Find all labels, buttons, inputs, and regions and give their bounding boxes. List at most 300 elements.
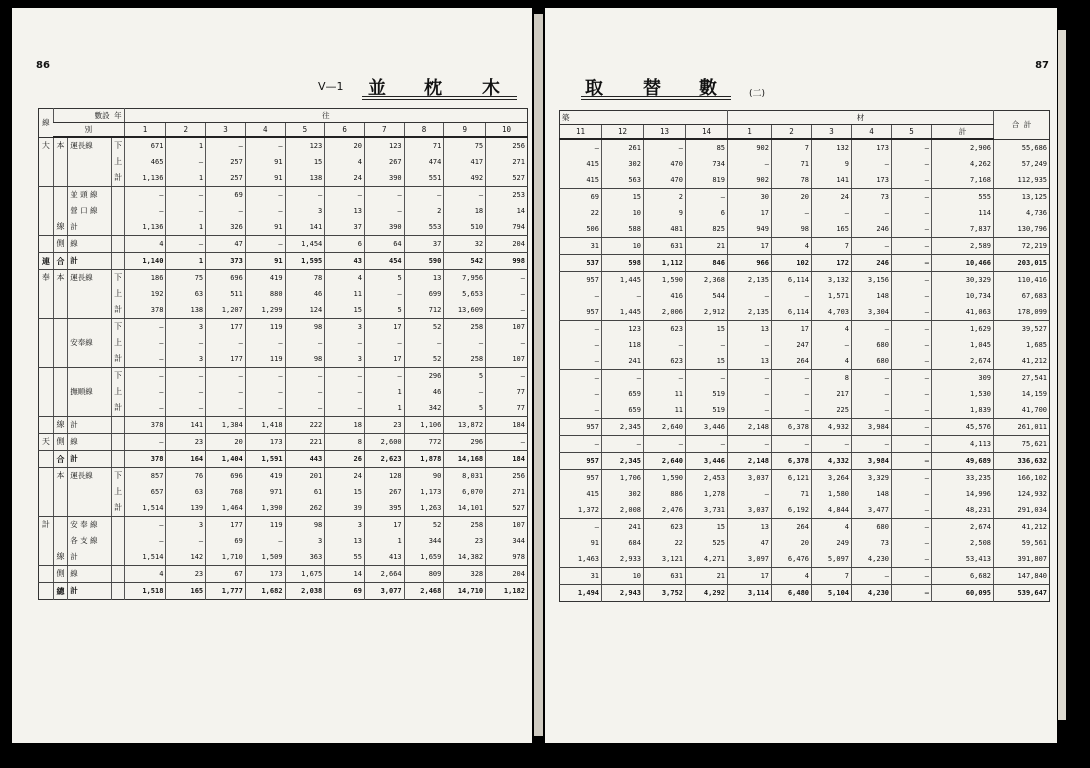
category-label: 本: [53, 137, 68, 154]
table-cell: 326: [206, 219, 246, 236]
category-label: 線: [53, 417, 68, 434]
table-cell: 141: [166, 417, 206, 434]
table-cell: 177: [206, 351, 246, 368]
table-cell: 63: [166, 484, 206, 500]
table-cell: 2,589: [932, 238, 994, 255]
table-cell: 1,571: [812, 288, 852, 304]
table-cell: 3: [325, 351, 365, 368]
table-cell: —: [206, 203, 246, 219]
table-cell: 2,664: [364, 566, 404, 583]
year-header: 5: [892, 125, 932, 140]
title-underline: [362, 99, 517, 100]
table-cell: 3,446: [686, 419, 728, 436]
table-cell: —: [285, 335, 325, 351]
direction-label: [112, 451, 125, 468]
table-cell: 1,384: [206, 417, 246, 434]
table-cell: 2,148: [728, 453, 772, 470]
table-cell: 465: [124, 154, 166, 170]
table-cell: —: [602, 370, 644, 387]
region-label: [39, 384, 54, 400]
table-cell: —: [444, 384, 486, 400]
year-header: 9: [444, 123, 486, 138]
table-row: [560, 221, 1050, 238]
table-cell: 9: [644, 205, 686, 221]
table-row: [39, 351, 528, 368]
title-underline: [581, 99, 731, 100]
table-cell: 69: [590, 193, 599, 201]
table-cell: 2,038: [285, 583, 325, 600]
table-cell: 24: [325, 170, 365, 187]
table-cell: 1,445: [602, 272, 644, 289]
table-cell: —: [852, 386, 892, 402]
table-cell: 680: [852, 519, 892, 536]
table-cell: —: [124, 335, 166, 351]
table-cell: 684: [602, 535, 644, 551]
table-cell: 11: [644, 386, 686, 402]
table-cell: 107: [486, 319, 528, 336]
table-cell: —: [404, 335, 444, 351]
table-cell: 30: [728, 189, 772, 206]
table-cell: 10: [602, 568, 644, 585]
table-cell: 712: [404, 302, 444, 319]
table-cell: —: [245, 137, 285, 154]
table-cell: —: [772, 205, 812, 221]
direction-label: [112, 417, 125, 434]
region-label: [39, 451, 54, 468]
header-row: [560, 125, 1050, 140]
table-cell: —: [166, 400, 206, 417]
table-cell: —: [728, 436, 772, 453]
table-cell: —: [594, 374, 599, 382]
table-cell: 148: [852, 486, 892, 502]
table-cell: 138: [285, 170, 325, 187]
header-row: [560, 111, 1050, 125]
table-cell: 4,230: [852, 551, 892, 568]
table-cell: 55: [325, 549, 365, 566]
table-cell: —: [245, 203, 285, 219]
total-cell: 41,212: [994, 353, 1050, 370]
table-cell: 1,112: [644, 255, 686, 272]
table-cell: 3: [325, 319, 365, 336]
table-cell: 2,008: [602, 502, 644, 519]
region-label: [39, 203, 54, 219]
table-row: [39, 417, 528, 434]
table-cell: 3,156: [852, 272, 892, 289]
direction-label: [112, 566, 125, 583]
table-cell: 6,114: [772, 272, 812, 289]
row-label: [68, 368, 112, 385]
table-cell: 132: [812, 139, 852, 156]
table-cell: 6,476: [772, 551, 812, 568]
table-cell: —: [602, 436, 644, 453]
table-cell: 124: [285, 302, 325, 319]
table-cell: 78: [772, 172, 812, 189]
total-cell: 41,700: [994, 402, 1050, 419]
table-cell: 309: [932, 370, 994, 387]
row-label: 營 口 線: [68, 203, 112, 219]
table-cell: 258: [444, 319, 486, 336]
table-cell: 3,121: [644, 551, 686, 568]
table-cell: 91: [590, 539, 599, 547]
row-label: 線: [68, 236, 112, 253]
table-cell: —: [892, 486, 932, 502]
table-cell: —: [892, 535, 932, 551]
table-cell: 3,304: [852, 304, 892, 321]
row-label: [68, 400, 112, 417]
table-cell: 177: [206, 517, 246, 534]
table-cell: 141: [812, 172, 852, 189]
table-cell: 419: [245, 468, 285, 485]
table-cell: 69: [325, 583, 365, 600]
table-cell: 73: [852, 189, 892, 206]
region-label: [39, 319, 54, 336]
category-label: [53, 335, 68, 351]
table-cell: 1,278: [686, 486, 728, 502]
table-row: [39, 484, 528, 500]
table-cell: —: [852, 205, 892, 221]
table-cell: 978: [486, 549, 528, 566]
title-char: 木: [482, 78, 502, 99]
table-cell: 2,345: [602, 453, 644, 470]
table-cell: 2,600: [364, 434, 404, 451]
table-cell: 23: [166, 566, 206, 583]
table-cell: 696: [206, 270, 246, 287]
direction-label: 下: [112, 468, 125, 485]
table-cell: 1,494: [577, 589, 599, 597]
table-cell: —: [245, 384, 285, 400]
table-cell: —: [404, 187, 444, 204]
table-cell: 4: [812, 321, 852, 338]
total-cell: 261,011: [994, 419, 1050, 436]
table-cell: 30,329: [932, 272, 994, 289]
table-cell: 10: [602, 238, 644, 255]
table-cell: 204: [486, 566, 528, 583]
table-cell: —: [772, 288, 812, 304]
table-cell: —: [444, 335, 486, 351]
table-cell: 119: [245, 351, 285, 368]
category-label: 本: [53, 468, 68, 485]
row-label: 計: [68, 219, 112, 236]
table-cell: —: [852, 156, 892, 172]
total-cell: 130,796: [994, 221, 1050, 238]
row-label: 計: [68, 583, 112, 600]
table-cell: 17: [364, 517, 404, 534]
title-char: 數: [699, 78, 719, 99]
table-cell: —: [325, 384, 365, 400]
year-header: 4: [852, 125, 892, 140]
table-row: [39, 219, 528, 236]
region-label: [39, 484, 54, 500]
table-cell: 553: [404, 219, 444, 236]
table-cell: 6,070: [444, 484, 486, 500]
table-cell: 119: [245, 517, 285, 534]
table-cell: 14,710: [444, 583, 486, 600]
table-cell: 825: [686, 221, 728, 238]
table-cell: 415: [586, 490, 599, 498]
table-cell: 1,106: [404, 417, 444, 434]
total-cell: 14,159: [994, 386, 1050, 402]
table-cell: 1,839: [932, 402, 994, 419]
category-label: [53, 517, 68, 534]
table-cell: 165: [812, 221, 852, 238]
table-cell: 373: [206, 253, 246, 270]
table-cell: 241: [602, 519, 644, 536]
total-cell: 166,102: [994, 470, 1050, 487]
table-cell: 3: [166, 517, 206, 534]
table-cell: 5: [444, 368, 486, 385]
table-cell: 37: [404, 236, 444, 253]
table-cell: 957: [586, 276, 599, 284]
table-cell: 880: [245, 286, 285, 302]
region-label: 奉: [41, 273, 50, 282]
table-cell: —: [124, 203, 166, 219]
table-cell: 6,378: [772, 453, 812, 470]
table-cell: —: [772, 370, 812, 387]
table-cell: 395: [364, 500, 404, 517]
table-cell: 2,912: [686, 304, 728, 321]
table-cell: 2,674: [932, 519, 994, 536]
table-cell: 6,114: [772, 304, 812, 321]
table-cell: 22: [590, 209, 599, 217]
table-cell: —: [644, 370, 686, 387]
table-cell: —: [772, 436, 812, 453]
table-cell: 5,097: [812, 551, 852, 568]
table-cell: 378: [124, 451, 166, 468]
table-cell: 184: [486, 451, 528, 468]
table-cell: —: [124, 368, 166, 385]
region-label: [39, 549, 54, 566]
table-cell: —: [364, 203, 404, 219]
region-label: [39, 351, 54, 368]
table-cell: 1,464: [206, 500, 246, 517]
table-cell: —: [486, 434, 528, 451]
category-label: [53, 500, 68, 517]
table-cell: 519: [686, 402, 728, 419]
year-header: 1: [124, 123, 166, 138]
row-label: 計: [68, 549, 112, 566]
table-cell: 264: [772, 353, 812, 370]
table-cell: 13: [728, 321, 772, 338]
table-cell: 69: [206, 533, 246, 549]
table-cell: 5: [364, 302, 404, 319]
table-row: [560, 156, 1050, 172]
category-label: [53, 203, 68, 219]
category-label: [53, 368, 68, 385]
table-cell: 123: [364, 137, 404, 154]
table-row: [560, 353, 1050, 370]
direction-label: 上: [112, 286, 125, 302]
total-cell: 27,541: [994, 370, 1050, 387]
region-label: [39, 583, 54, 600]
year-header: 1: [728, 125, 772, 140]
table-cell: 123: [602, 321, 644, 338]
table-cell: 1,263: [404, 500, 444, 517]
direction-label: 計: [112, 500, 125, 517]
table-cell: 249: [812, 535, 852, 551]
table-row: [560, 172, 1050, 189]
table-cell: —: [892, 386, 932, 402]
table-cell: —: [772, 386, 812, 402]
table-cell: 257: [206, 170, 246, 187]
title-char: 枕: [424, 78, 444, 99]
table-cell: 6,378: [772, 419, 812, 436]
page-number: 87: [1035, 60, 1049, 71]
table-cell: —: [892, 568, 932, 585]
table-row: [39, 566, 528, 583]
direction-label: 上: [112, 335, 125, 351]
region-label: [39, 170, 54, 187]
table-cell: 492: [444, 170, 486, 187]
table-cell: 4,844: [812, 502, 852, 519]
table-cell: —: [728, 370, 772, 387]
table-cell: —: [486, 335, 528, 351]
section-number: V—1: [318, 80, 344, 93]
table-cell: 52: [404, 351, 444, 368]
table-cell: 3,329: [852, 470, 892, 487]
table-cell: 4,230: [852, 585, 892, 602]
table-cell: 173: [852, 139, 892, 156]
total-cell: 336,632: [994, 453, 1050, 470]
table-cell: 71: [772, 156, 812, 172]
table-cell: 657: [124, 484, 166, 500]
table-cell: 67: [206, 566, 246, 583]
row-label: 線: [68, 566, 112, 583]
table-cell: 2: [644, 189, 686, 206]
table-row: [39, 468, 528, 485]
table-cell: 20: [325, 137, 365, 154]
table-cell: 14: [486, 203, 528, 219]
table-cell: 772: [404, 434, 444, 451]
row-label: [68, 351, 112, 368]
table-cell: —: [245, 533, 285, 549]
region-label: [39, 154, 54, 170]
table-cell: 262: [285, 500, 325, 517]
header-row: [39, 109, 528, 123]
table-cell: 1,045: [932, 337, 994, 353]
table-row: [560, 238, 1050, 255]
total-cell: 57,249: [994, 156, 1050, 172]
table-cell: 17: [728, 238, 772, 255]
title-suffix: (二): [749, 89, 766, 99]
table-cell: —: [728, 402, 772, 419]
table-cell: 23: [364, 417, 404, 434]
table-cell: 470: [644, 156, 686, 172]
table-row: [560, 453, 1050, 470]
table-cell: —: [644, 337, 686, 353]
table-cell: 10,466: [932, 255, 994, 272]
table-cell: 17: [364, 351, 404, 368]
table-cell: —: [644, 436, 686, 453]
table-cell: 261: [602, 139, 644, 156]
table-cell: —: [686, 370, 728, 387]
table-cell: 15: [686, 321, 728, 338]
table-cell: 527: [486, 170, 528, 187]
table-cell: 659: [602, 402, 644, 419]
table-cell: 10: [602, 205, 644, 221]
table-cell: 258: [444, 351, 486, 368]
table-cell: 3,114: [728, 585, 772, 602]
table-cell: 267: [364, 154, 404, 170]
table-cell: 413: [364, 549, 404, 566]
table-cell: 519: [686, 386, 728, 402]
table-cell: 49,689: [932, 453, 994, 470]
table-cell: 2,933: [602, 551, 644, 568]
total-cell: 147,840: [994, 568, 1050, 585]
table-cell: 1,514: [124, 549, 166, 566]
table-row: [560, 189, 1050, 206]
year-header: 11: [560, 125, 602, 140]
table-cell: 7: [812, 568, 852, 585]
table-cell: —: [892, 205, 932, 221]
table-cell: 31: [560, 238, 602, 255]
table-cell: 542: [444, 253, 486, 270]
category-label: [53, 400, 68, 417]
category-label: [53, 484, 68, 500]
table-cell: 296: [404, 368, 444, 385]
table-row: [39, 286, 528, 302]
table-cell: 6,480: [772, 585, 812, 602]
header-cell: 線: [39, 109, 54, 138]
table-cell: —: [892, 402, 932, 419]
table-cell: —: [166, 203, 206, 219]
table-cell: 5: [364, 270, 404, 287]
table-cell: 4: [772, 238, 812, 255]
row-label: [68, 286, 112, 302]
table-cell: —: [166, 384, 206, 400]
table-cell: 302: [602, 486, 644, 502]
table-cell: 14,101: [444, 500, 486, 517]
table-cell: 32: [444, 236, 486, 253]
category-label: 合: [53, 451, 68, 468]
table-cell: 17: [728, 205, 772, 221]
table-cell: 13,872: [444, 417, 486, 434]
table-cell: —: [166, 236, 206, 253]
category-label: [53, 286, 68, 302]
direction-label: 下: [112, 137, 125, 154]
header-cell: 別: [53, 123, 124, 138]
table-cell: 4,271: [686, 551, 728, 568]
row-label: 各 支 線: [68, 533, 112, 549]
direction-label: 下: [112, 319, 125, 336]
table-cell: 71: [404, 137, 444, 154]
category-label: [53, 319, 68, 336]
table-cell: 102: [772, 255, 812, 272]
table-cell: 2,640: [644, 419, 686, 436]
table-cell: —: [166, 187, 206, 204]
table-cell: 77: [486, 400, 528, 417]
table-cell: 2: [404, 203, 444, 219]
table-cell: 7,168: [932, 172, 994, 189]
region-label: [39, 400, 54, 417]
table-row: [560, 568, 1050, 585]
table-cell: 98: [285, 517, 325, 534]
table-cell: 481: [644, 221, 686, 238]
year-header: 10: [486, 123, 528, 138]
table-cell: —: [206, 335, 246, 351]
table-cell: 107: [486, 351, 528, 368]
right-page: [545, 8, 1057, 743]
table-cell: 52: [404, 517, 444, 534]
table-cell: 631: [644, 568, 686, 585]
table-cell: 1,590: [644, 272, 686, 289]
total-cell: 1,685: [994, 337, 1050, 353]
table-cell: 302: [602, 156, 644, 172]
table-cell: 76: [166, 468, 206, 485]
table-cell: —: [728, 156, 772, 172]
table-cell: —: [166, 368, 206, 385]
row-label: [68, 500, 112, 517]
table-cell: —: [892, 470, 932, 487]
